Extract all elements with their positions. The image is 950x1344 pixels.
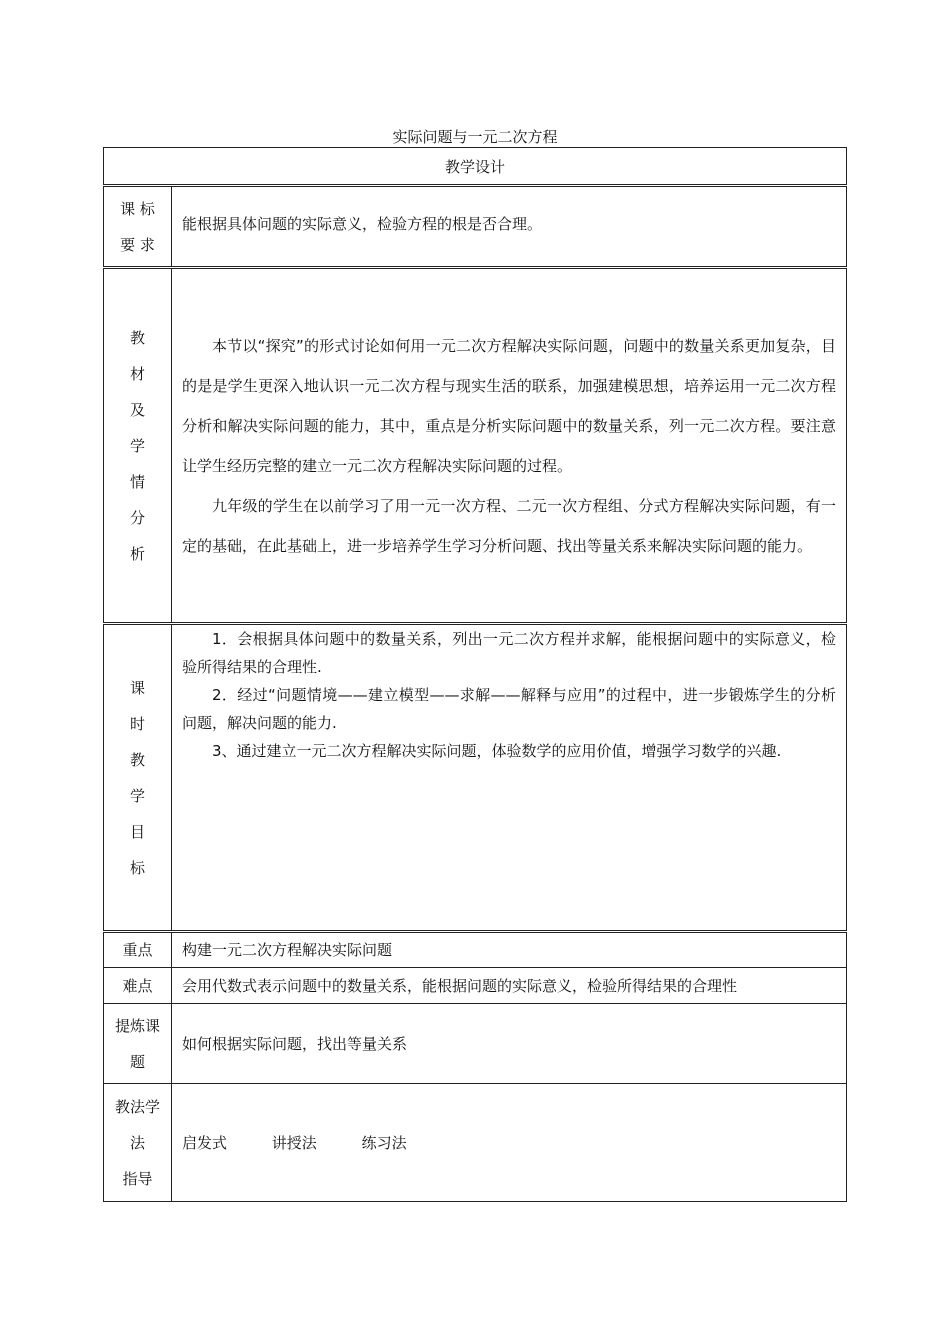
objectives-label (104, 624, 172, 932)
analysis-label (104, 268, 172, 624)
method-item: 练习法 (361, 1134, 407, 1152)
method-item: 启发式 (182, 1134, 228, 1152)
analysis-label-char: 及 (129, 400, 145, 419)
standard-label (104, 186, 172, 268)
analysis-label-char: 分 (129, 508, 145, 527)
analysis-paragraph-2: 九年级的学生在以前学习了用一元一次方程、二元一次方程组、分式方程解决实际问题，有一定的基础，在此基础上，进一步培养学生学习分析问题、找出等量关系来解决实际问题的能力。 (182, 496, 836, 555)
objectives-label-char: 学 (129, 786, 145, 805)
objectives-label-char: 教 (129, 750, 145, 769)
analysis-label-char: 材 (129, 364, 145, 383)
methods-row (104, 1084, 847, 1202)
methods-label-line2: 法 (129, 1133, 145, 1152)
standard-text (172, 186, 847, 268)
method-item: 讲授法 (271, 1134, 317, 1152)
objectives-content (172, 624, 847, 932)
objectives-label-char: 时 (129, 714, 145, 733)
analysis-label-char: 学 (129, 436, 145, 455)
standard-row (104, 186, 847, 268)
objective-item: 1．会根据具体问题中的数量关系，列出一元二次方程并求解，能根据问题中的实际意义，检验所得结果的合理性. (182, 630, 836, 676)
table-header-row (104, 148, 847, 186)
methods-content (172, 1084, 847, 1202)
analysis-label-char: 析 (129, 544, 145, 563)
table-header: 教学设计 (104, 148, 847, 186)
difficulty-row (104, 968, 847, 1004)
objective-item: 3、通过建立一元二次方程解决实际问题，体验数学的应用价值，增强学习数学的兴趣. (212, 742, 782, 760)
standard-label-line1: 课 标 (120, 199, 155, 218)
analysis-label-char: 情 (129, 472, 145, 491)
refined-topic-text: 如何根据实际问题，找出等量关系 (172, 1004, 847, 1084)
standard-text-value: 能根据具体问题的实际意义，检验方程的根是否合理。 (182, 215, 543, 233)
difficulty-text: 会用代数式表示问题中的数量关系，能根据问题的实际意义，检验所得结果的合理性 (172, 968, 847, 1004)
refined-topic-label-line1: 提炼课 (114, 1016, 160, 1035)
analysis-row (104, 268, 847, 624)
analysis-paragraph-1: 本节以“探究”的形式讨论如何用一元二次方程解决实际问题，问题中的数量关系更加复杂，目的是是学生更深入地认识一元二次方程与现实生活的联系，加强建模思想，培养运用一元二次方程分析和解决实际问题的能力，其中，重点是分析实际问题中的数量关系，列一元二次方程。要注意让学生经历完整的建立一元二次方程解决实际问题的过程。 (182, 336, 836, 475)
difficulty-label: 难点 (104, 968, 172, 1004)
refined-topic-label-line2: 题 (129, 1052, 145, 1071)
key-point-label: 重点 (104, 932, 172, 968)
standard-label-line2: 要 求 (120, 235, 155, 254)
objectives-label-char: 目 (129, 822, 145, 841)
refined-topic-row (104, 1004, 847, 1084)
analysis-label-char: 教 (129, 328, 145, 347)
key-point-text: 构建一元二次方程解决实际问题 (172, 932, 847, 968)
lesson-design-table (103, 147, 847, 1202)
methods-label-line3: 指导 (122, 1169, 153, 1188)
methods-label-line1: 教法学 (114, 1097, 160, 1116)
objectives-label-char: 课 (129, 678, 145, 697)
refined-topic-label (104, 1004, 172, 1084)
methods-label (104, 1084, 172, 1202)
objective-item: 2．经过“问题情境——建立模型——求解——解释与应用”的过程中，进一步锻炼学生的分析问题，解决问题的能力. (182, 686, 836, 732)
objectives-label-char: 标 (129, 858, 145, 877)
document-title: 实际问题与一元二次方程 (392, 128, 558, 146)
analysis-content (172, 268, 847, 624)
objectives-row (104, 624, 847, 932)
key-point-row (104, 932, 847, 968)
